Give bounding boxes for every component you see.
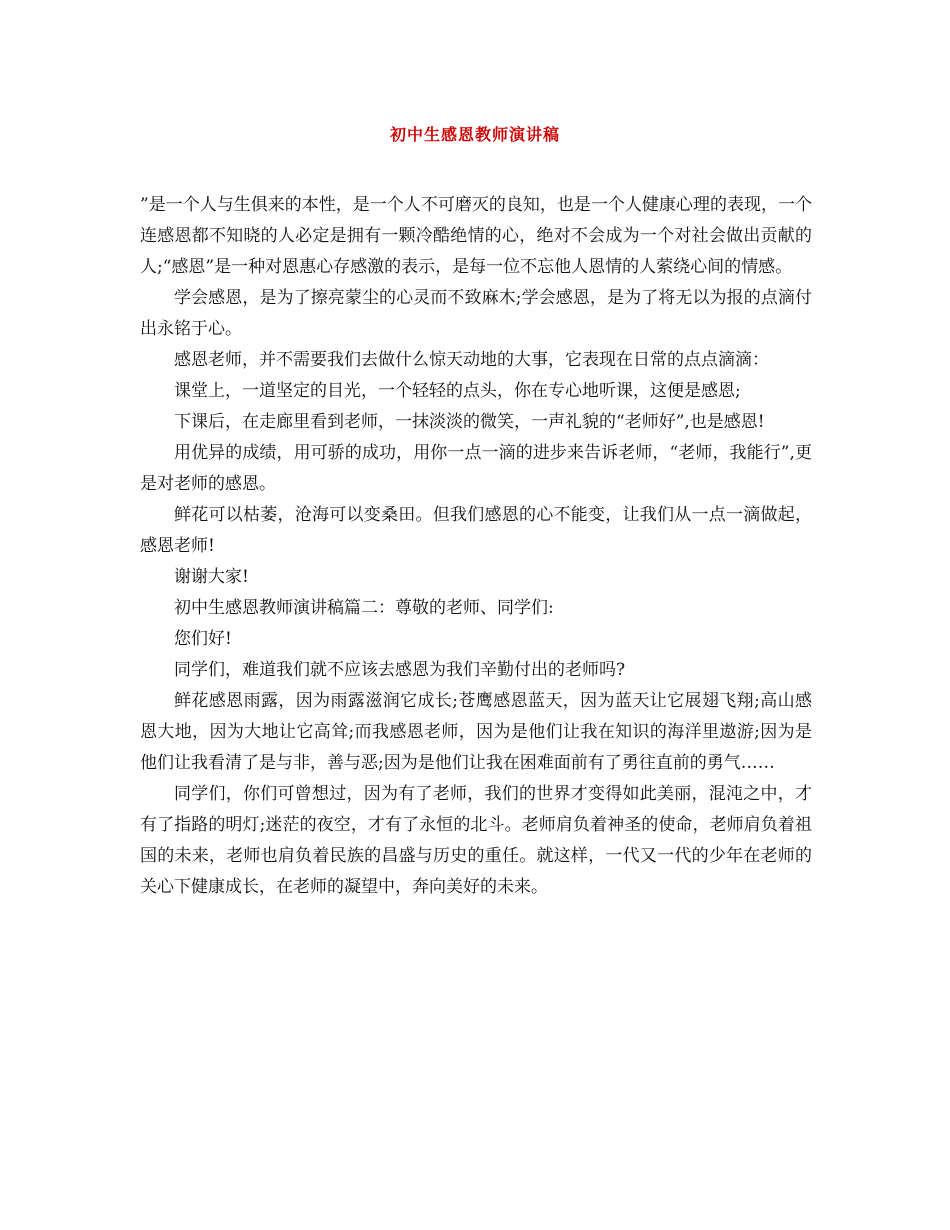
paragraph-2: 学会感恩，是为了擦亮蒙尘的心灵而不致麻木;学会感恩，是为了将无以为报的点滴付出永铭于心。 xyxy=(140,288,812,339)
paragraph-5: 下课后，在走廊里看到老师，一抹淡淡的微笑，一声礼貌的“老师好”,也是感恩! xyxy=(174,412,765,432)
document-title: 初中生感恩教师演讲稿 xyxy=(389,125,560,144)
paragraph-8: 谢谢大家! xyxy=(174,567,249,587)
paragraph-13: 同学们，你们可曾想过，因为有了老师，我们的世界才变得如此美丽，混沌之中，才有了指路的明灯;迷茫的夜空，才有了永恒的北斗。老师肩负着神圣的使命，老师肩负着祖国的未来，老师也肩负着民族的昌盛与历史的重任。就这样，一代又一代的少年在老师的关心下健康成长，在老师的凝望中，奔向美好的未来。 xyxy=(140,784,812,897)
paragraph-7: 鲜花可以枯萎，沧海可以变桑田。但我们感恩的心不能变，让我们从一点一滴做起，感恩老师! xyxy=(140,505,812,556)
paragraph-3: 感恩老师，并不需要我们去做什么惊天动地的大事，它表现在日常的点点滴滴： xyxy=(174,350,769,370)
paragraph-6: 用优异的成绩，用可骄的成功，用你一点一滴的进步来告诉老师，“老师，我能行”,更是对老师的感恩。 xyxy=(140,443,812,494)
document-body xyxy=(140,190,812,903)
paragraph-1: ”是一个人与生俱来的本性，是一个人不可磨灭的良知，也是一个人健康心理的表现，一个连感恩都不知晓的人必定是拥有一颗冷酷绝情的心，绝对不会成为一个对社会做出贡献的人;“感恩”是一种对恩惠心存感激的表示，是每一位不忘他人恩情的人萦绕心间的情感。 xyxy=(140,195,812,277)
paragraph-10: 您们好! xyxy=(174,629,232,649)
paragraph-12: 鲜花感恩雨露，因为雨露滋润它成长;苍鹰感恩蓝天，因为蓝天让它展翅飞翔;高山感恩大地，因为大地让它高耸;而我感恩老师，因为是他们让我在知识的海洋里遨游;因为是他们让我看清了是与非，善与恶;因为是他们让我在困难面前有了勇往直前的勇气…… xyxy=(140,691,812,773)
paragraph-11: 同学们，难道我们就不应该去感恩为我们辛勤付出的老师吗? xyxy=(174,660,626,680)
paragraph-9: 初中生感恩教师演讲稿篇二：尊敬的老师、同学们: xyxy=(174,598,554,618)
paragraph-4: 课堂上，一道坚定的目光，一个轻轻的点头，你在专心地听课，这便是感恩; xyxy=(174,381,741,401)
